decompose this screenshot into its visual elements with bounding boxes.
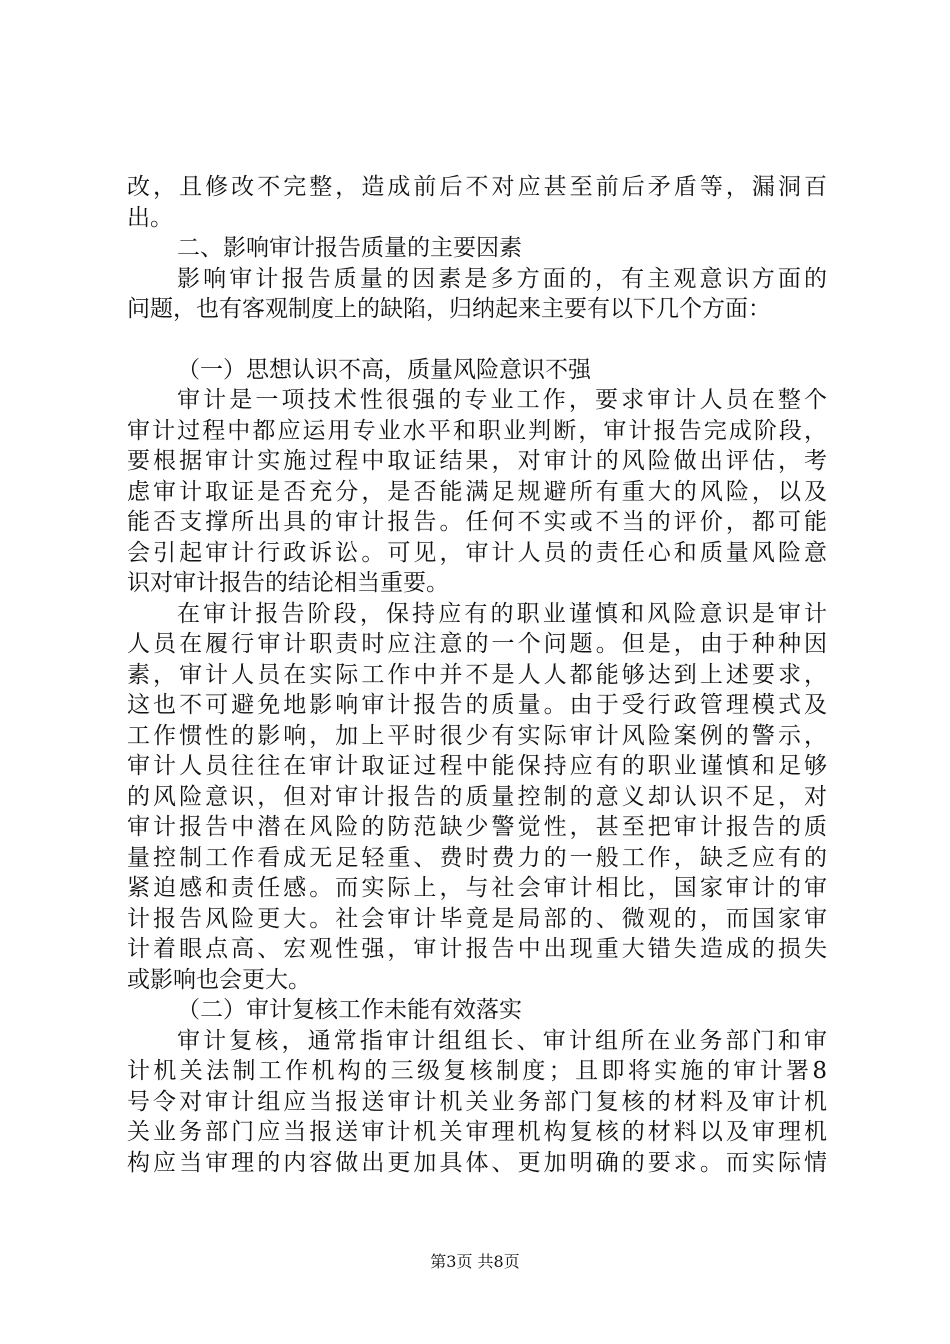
text-line: 二、影响审计报告质量的主要因素 (177, 235, 522, 261)
text-line: 审计报告中潜在风险的防范缺少警觉性，甚至把审计报告的质 (127, 814, 827, 840)
text-line: （一）思想认识不高，质量风险意识不强 (177, 356, 591, 383)
section-heading (127, 355, 827, 386)
text-line: 虑审计取证是否充分，是否能满足规避所有重大的风险，以及 (127, 478, 827, 505)
text-line: （二）审计复核工作未能有效落实 (177, 997, 522, 1023)
document-body (127, 172, 827, 1178)
text-line: 出。 (127, 204, 173, 231)
paragraph (127, 264, 827, 325)
text-line: 这也不可避免地影响审计报告的质量。由于受行政管理模式及 (127, 692, 827, 718)
text-line: 号令对审计组应当报送审计机关业务部门复核的材料及审计机 (127, 1088, 827, 1115)
text-line: 审计复核，通常指审计组组长、审计组所在业务部门和审 (177, 1027, 827, 1054)
section-heading (127, 995, 827, 1026)
text-line: 会引起审计行政诉讼。可见，审计人员的责任心和质量风险意 (127, 539, 827, 566)
text-line: 问题，也有客观制度上的缺陷，归纳起来主要有以下几个方面： (127, 296, 771, 322)
text-line: 计着眼点高、宏观性强，审计报告中出现重大错失造成的损失 (127, 936, 827, 962)
paragraph (127, 1026, 827, 1179)
paragraph (127, 172, 827, 233)
text-line: 影响审计报告质量的因素是多方面的，有主观意识方面的 (177, 265, 827, 292)
text-line: 能否支撑所出具的审计报告。任何不实或不当的评价，都可能 (127, 509, 827, 535)
text-line: 审计过程中都应运用专业水平和职业判断，审计报告完成阶段， (127, 417, 827, 444)
paragraph-spacer (127, 325, 827, 355)
text-line: 构应当审理的内容做出更加具体、更加明确的要求。而实际情 (127, 1149, 827, 1176)
text-line: 量控制工作看成无足轻重、费时费力的一般工作，缺乏应有的 (127, 844, 827, 871)
text-line: 紧迫感和责任感。而实际上，与社会审计相比，国家审计的审 (127, 875, 827, 901)
text-line: 计报告风险更大。社会审计毕竟是局部的、微观的，而国家审 (127, 905, 827, 932)
text-line: 改，且修改不完整，造成前后不对应甚至前后矛盾等，漏洞百 (127, 174, 827, 200)
text-line: 审计人员往往在审计取证过程中能保持应有的职业谨慎和足够 (127, 753, 827, 779)
text-line: 关业务部门应当报送审计机关审理机构复核的材料以及审理机 (127, 1119, 827, 1145)
text-line: 或影响也会更大。 (127, 966, 311, 993)
text-line: 识对审计报告的结论相当重要。 (127, 570, 449, 596)
text-line: 要根据审计实施过程中取证结果，对审计的风险做出评估，考 (127, 448, 827, 474)
text-line: 工作惯性的影响，加上平时很少有实际审计风险案例的警示， (127, 722, 827, 749)
text-line: 素，审计人员在实际工作中并不是人人都能够达到上述要求， (127, 661, 827, 688)
page-footer: 第3页 共8页 (430, 1252, 520, 1271)
paragraph (127, 385, 827, 599)
text-line: 的风险意识，但对审计报告的质量控制的意义却认识不足，对 (127, 783, 827, 810)
text-line: 计机关法制工作机构的三级复核制度；且即将实施的审计署8 (127, 1058, 827, 1084)
text-line: 人员在履行审计职责时应注意的一个问题。但是，由于种种因 (127, 631, 827, 657)
paragraph (127, 599, 827, 996)
section-heading (127, 233, 827, 264)
text-line: 在审计报告阶段，保持应有的职业谨慎和风险意识是审计 (177, 600, 827, 627)
text-line: 审计是一项技术性很强的专业工作，要求审计人员在整个 (177, 387, 827, 413)
